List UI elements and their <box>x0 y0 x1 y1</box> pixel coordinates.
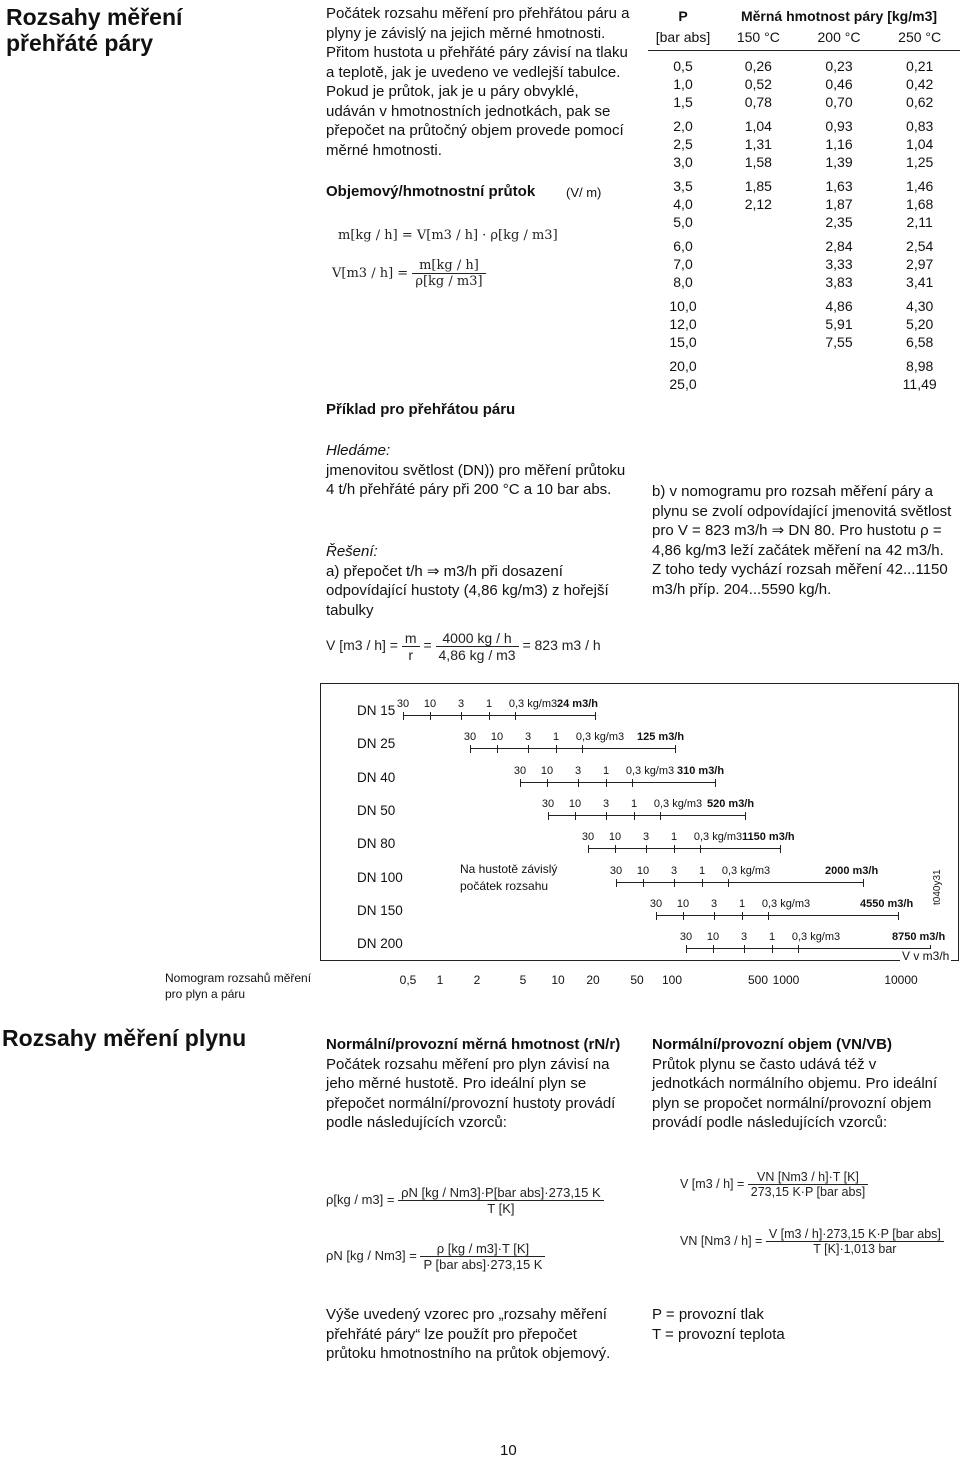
table-row: 3,5 4,0 5,0 1,85 2,12 1,63 1,87 2,35 1,46 1,68 2,11 <box>673 178 934 230</box>
nomogram-density-tick <box>461 712 462 720</box>
nomogram-density-tick <box>643 879 644 887</box>
nomogram <box>320 683 960 988</box>
gas-volume-paragraph: Normální/provozní objem (VN/VB) Průtok plynu se často udává též v jednotkách normálního objemu. Pro ideální plyn se propočet normální/provozní objem provádí podle následujících vzorců: <box>652 1036 938 1131</box>
nomogram-x-tick: 5 <box>519 973 527 987</box>
nomogram-density-tick <box>606 812 607 820</box>
nomogram-density-label: 30 <box>541 798 555 810</box>
nomogram-max-tick <box>675 745 676 753</box>
example-sought: Hledáme: jmenovitou světlost (DN)) pro měření průtoku 4 t/h přehřáté páry při 200 °C a 10 bar abs. <box>326 442 626 498</box>
nomogram-max-label: 520 m3/h <box>707 798 755 810</box>
nomogram-density-tick <box>575 812 576 820</box>
nomogram-max-tick <box>595 712 596 720</box>
nomogram-density-label: 30 <box>679 931 693 943</box>
nomogram-dn-label: DN 15 <box>357 703 396 718</box>
section-title-steam: Rozsahy měření přehřáté páry <box>6 4 183 56</box>
nomogram-density-tick <box>489 712 490 720</box>
nomogram-density-label: 1 <box>768 931 776 943</box>
formula-mass-flow: m[kg / h] = V[m3 / h] · ρ[kg / m3] <box>338 228 558 243</box>
table-row: 0,5 1,0 1,5 0,26 0,52 0,78 0,23 0,46 0,70 0,21 0,42 0,62 <box>673 58 934 110</box>
nomogram-density-label: 3 <box>524 731 532 743</box>
nomogram-density-label: 0,3 kg/m3 <box>791 931 841 943</box>
nomogram-range-bar <box>470 748 675 749</box>
table-row: 20,0 25,0 8,98 11,49 <box>669 358 937 392</box>
nomogram-density-tick <box>497 745 498 753</box>
nomogram-density-tick <box>606 779 607 787</box>
nomogram-density-tick <box>713 945 714 953</box>
nomogram-density-tick <box>582 745 583 753</box>
nomogram-frame <box>320 683 959 961</box>
nomogram-density-label: 30 <box>463 731 477 743</box>
nomogram-x-tick: 10000 <box>884 973 918 987</box>
nomogram-density-tick <box>742 912 743 920</box>
nomogram-dn-label: DN 25 <box>357 736 396 751</box>
table-header-pressure: P <box>678 8 688 24</box>
nomogram-density-label: 3 <box>457 698 465 710</box>
nomogram-dn-label: DN 50 <box>357 803 396 818</box>
nomogram-density-tick <box>660 812 661 820</box>
definitions: P = provozní tlak T = provozní teplota <box>652 1306 785 1343</box>
nomogram-density-label: 30 <box>513 765 527 777</box>
nomogram-density-label: 3 <box>670 865 678 877</box>
nomogram-density-tick <box>634 812 635 820</box>
formula-normal-volume: VN [Nm3 / h] = $\frac{\text{V [m3 / h]·273,15 K·P [bar abs]}}{\text{T [K]·1,013 bar}}$ <box>680 1227 944 1256</box>
nomogram-range-bar <box>686 948 930 949</box>
nomogram-density-tick <box>528 745 529 753</box>
nomogram-density-tick <box>588 845 589 853</box>
nomogram-range-bar <box>548 815 745 816</box>
nomogram-density-label: 10 <box>676 898 690 910</box>
nomogram-density-tick <box>728 879 729 887</box>
nomogram-density-label: 3 <box>710 898 718 910</box>
nomogram-density-tick <box>616 879 617 887</box>
page-number: 10 <box>500 1442 517 1459</box>
nomogram-density-label: 0,3 kg/m3 <box>761 898 811 910</box>
nomogram-x-tick: 50 <box>630 973 644 987</box>
nomogram-code: t040y31 <box>932 869 943 905</box>
nomogram-density-label: 1 <box>552 731 560 743</box>
nomogram-density-tick <box>798 945 799 953</box>
nomogram-x-tick: 500 <box>747 973 769 987</box>
nomogram-density-tick <box>548 812 549 820</box>
nomogram-density-label: 3 <box>642 831 650 843</box>
section-title-gas: Rozsahy měření plynu <box>2 1025 247 1051</box>
nomogram-density-label: 10 <box>706 931 720 943</box>
nomogram-density-label: 3 <box>602 798 610 810</box>
nomogram-density-tick <box>686 945 687 953</box>
nomogram-max-label: 24 m3/h <box>557 698 598 710</box>
formula-normal-density: ρN [kg / Nm3] = $\frac{\rho [kg / m3]\cdot T [K]}{\text{P [bar abs]·273,15 K}}$ <box>326 1241 545 1272</box>
nomogram-density-tick <box>674 845 675 853</box>
nomogram-range-bar <box>656 915 898 916</box>
nomogram-x-tick: 100 <box>661 973 683 987</box>
gas-density-paragraph: Normální/provozní měrná hmotnost (rN/r) Počátek rozsahu měření pro plyn závisí na jeho měrné hustotě. Pro ideální plyn se přepočet normální/provozní hustoty provádí podle následujících vzorců: <box>326 1036 621 1131</box>
nomogram-density-tick <box>403 712 404 720</box>
nomogram-caption: Nomogram rozsahů měření pro plyn a páru <box>165 971 312 1001</box>
nomogram-density-tick <box>674 879 675 887</box>
formula-volume: V [m3 / h] = $\frac{VN [Nm3 / h]\cdot T [K]}{\text{273,15 K·P [bar abs]}}$ <box>680 1170 868 1199</box>
nomogram-x-tick: 1000 <box>772 973 800 987</box>
table-row: 6,0 7,0 8,0 2,84 3,33 3,83 2,54 2,97 3,41 <box>673 238 934 290</box>
nomogram-dn-label: DN 200 <box>357 936 403 951</box>
table-row: 2,0 2,5 3,0 1,04 1,31 1,58 0,93 1,16 1,39 0,83 1,04 1,25 <box>673 118 934 170</box>
nomogram-density-tick <box>772 945 773 953</box>
nomogram-density-label: 0,3 kg/m3 <box>653 798 703 810</box>
nomogram-max-tick <box>780 845 781 853</box>
nomogram-density-tick <box>683 912 684 920</box>
x-axis-label: V v m3/h <box>902 949 950 963</box>
nomogram-density-label: 1 <box>698 865 706 877</box>
nomogram-density-label: 10 <box>490 731 504 743</box>
nomogram-density-label: 1 <box>602 765 610 777</box>
nomogram-dn-label: DN 80 <box>357 836 396 851</box>
nomogram-x-tick: 1 <box>436 973 444 987</box>
example-heading: Příklad pro přehřátou páru <box>326 401 516 418</box>
nomogram-density-label: 30 <box>649 898 663 910</box>
nomogram-max-label: 125 m3/h <box>637 731 685 743</box>
nomogram-density-label: 1 <box>670 831 678 843</box>
nomogram-density-label: 0,3 kg/m3 <box>575 731 625 743</box>
nomogram-density-label: 0,3 kg/m3 <box>625 765 675 777</box>
nomogram-max-label: 1150 m3/h <box>742 831 795 843</box>
nomogram-density-tick <box>744 945 745 953</box>
example-calculation: V [m3 / h] = $\frac{m}{r}$ = $\frac{4000 kg / h}{4,86 kg / m3}$ = 823 m3 / h <box>326 630 601 663</box>
nomogram-density-tick <box>702 879 703 887</box>
nomogram-density-tick <box>520 779 521 787</box>
nomogram-range-bar <box>520 782 715 783</box>
nomogram-density-label: 30 <box>581 831 595 843</box>
nomogram-density-tick <box>700 845 701 853</box>
example-solution: Řešení: a) přepočet t/h ⇒ m3/h při dosazení odpovídající hustoty (4,86 kg/m3) z hořejší tabulky <box>326 543 609 619</box>
nomogram-dn-label: DN 150 <box>357 903 403 918</box>
nomogram-density-tick <box>515 712 516 720</box>
nomogram-density-label: 30 <box>609 865 623 877</box>
nomogram-density-label: 30 <box>396 698 410 710</box>
nomogram-max-label: 4550 m3/h <box>860 898 914 910</box>
nomogram-dn-label: DN 100 <box>357 870 403 885</box>
nomogram-density-label: 10 <box>568 798 582 810</box>
nomogram-density-tick <box>430 712 431 720</box>
nomogram-max-tick <box>898 912 899 920</box>
nomogram-max-tick <box>745 812 746 820</box>
nomogram-density-tick <box>578 779 579 787</box>
nomogram-density-label: 10 <box>423 698 437 710</box>
nomogram-density-label: 0,3 kg/m3 <box>721 865 771 877</box>
nomogram-range-bar <box>403 715 595 716</box>
nomogram-density-label: 0,3 kg/m3 <box>693 831 743 843</box>
nomogram-x-tick: 2 <box>473 973 481 987</box>
nomogram-density-tick <box>556 745 557 753</box>
nomogram-max-tick <box>863 879 864 887</box>
nomogram-density-label: 1 <box>738 898 746 910</box>
formula-volume-flow: V[m3 / h] = $\frac{m[kg / h]}{\rho[kg / m3]}$ <box>332 258 486 289</box>
nomogram-density-tick <box>632 779 633 787</box>
nomogram-max-label: 310 m3/h <box>677 765 725 777</box>
nomogram-density-label: 10 <box>540 765 554 777</box>
nomogram-density-tick <box>470 745 471 753</box>
nomogram-density-tick <box>547 779 548 787</box>
nomogram-density-tick <box>768 912 769 920</box>
note-paragraph: Výše uvedený vzorec pro „rozsahy měření přehřáté páry“ lze použít pro přepočet průtoku hmotnostního na průtok objemový. <box>326 1306 611 1362</box>
flow-subheading: Objemový/hmotnostní průtok <box>326 183 536 200</box>
table-unit-row: [bar abs] 150 °C 200 °C 250 °C <box>648 28 960 51</box>
nomogram-density-label: 10 <box>636 865 650 877</box>
nomogram-range-bar <box>588 848 780 849</box>
nomogram-density-tick <box>615 845 616 853</box>
nomogram-density-label: 1 <box>630 798 638 810</box>
nomogram-density-label: 0,3 kg/m3 <box>508 698 558 710</box>
nomogram-dn-label: DN 40 <box>357 770 396 785</box>
nomogram-density-label: 1 <box>485 698 493 710</box>
nomogram-density-tick <box>656 912 657 920</box>
flow-symbol: (V/ m) <box>566 185 602 200</box>
steam-density-table <box>648 4 960 393</box>
nomogram-density-label: 3 <box>740 931 748 943</box>
nomogram-range-bar <box>616 882 863 883</box>
nomogram-density-tick <box>714 912 715 920</box>
nomogram-max-tick <box>715 779 716 787</box>
intro-paragraph: Počátek rozsahu měření pro přehřátou páru a plyny je závislý na jejich měrné hmotnosti. Přitom hustota u přehřáté páry závisí na tlaku a teplotě, jak je uvedeno ve vedlejší tabulce. Pokud je průtok, jak je u páry obvyklé, udáván v hmotnostních jednotkách, pak se přepočet na průtočný objem provede pomocí měrné hmotnosti. <box>326 5 630 159</box>
formula-density: ρ[kg / m3] = $\frac{\text{ρN [kg / Nm3]·P[bar abs]·273,15 K}}{T [K]}$ <box>326 1185 604 1216</box>
nomogram-density-label: 3 <box>574 765 582 777</box>
table-row: 10,0 12,0 15,0 4,86 5,91 7,55 4,30 5,20 6,58 <box>669 298 934 350</box>
nomogram-density-label: 10 <box>608 831 622 843</box>
table-header-density: Měrná hmotnost páry [kg/m3] <box>740 8 938 24</box>
nomogram-max-label: 2000 m3/h <box>825 865 879 877</box>
nomogram-annotation: Na hustotě závislý počátek rozsahu <box>460 862 558 893</box>
nomogram-max-label: 8750 m3/h <box>892 931 946 943</box>
nomogram-x-tick: 0,5 <box>399 973 417 987</box>
nomogram-x-tick: 20 <box>586 973 600 987</box>
example-step-b: b) v nomogramu pro rozsah měření páry a plynu se zvolí odpovídající jmenovitá světlost pro V = 823 m3/h ⇒ DN 80. Pro hustotu ρ = 4,86 kg/m3 leží začátek měření na 42 m3/h. Z toho tedy vychází rozsah měření 42...1150 m3/h příp. 204...5590 kg/h. <box>652 483 952 598</box>
nomogram-x-tick: 10 <box>551 973 565 987</box>
nomogram-density-tick <box>646 845 647 853</box>
